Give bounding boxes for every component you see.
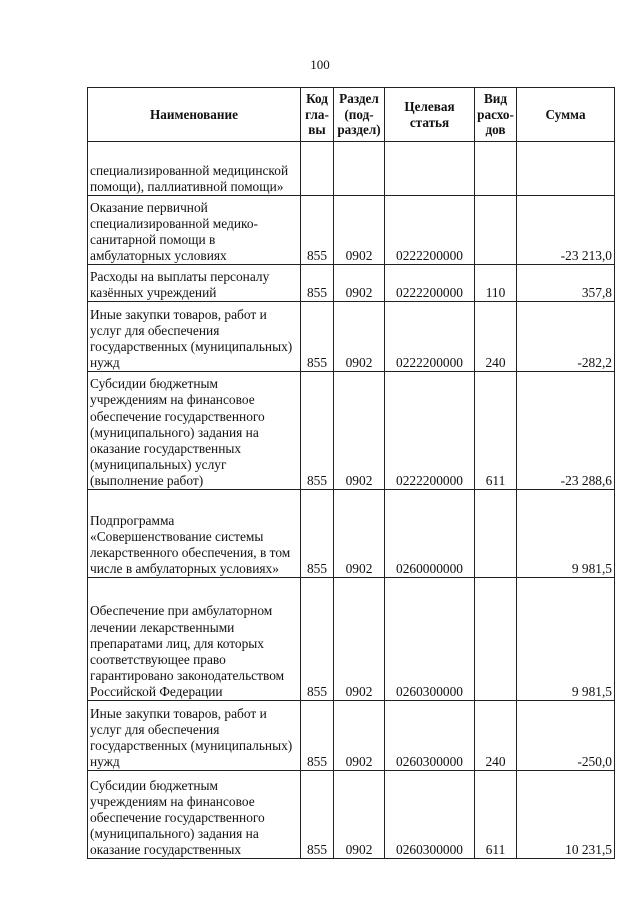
row-expense-type: 110: [475, 265, 517, 302]
row-section: 0902: [334, 265, 385, 302]
row-article: 0222200000: [385, 372, 475, 490]
row-amount: [517, 142, 615, 196]
row-amount: 10 231,5: [517, 771, 615, 859]
row-name: Иные закупки товаров, работ и услуг для обеспечения государственных (муниципальных) нужд: [88, 701, 301, 771]
page-number: 100: [310, 57, 330, 72]
row-amount: -23 288,6: [517, 372, 615, 490]
row-expense-type: [475, 196, 517, 265]
row-expense-type: 240: [475, 302, 517, 372]
row-name: Обеспечение при амбулаторном лечении лекарственными препаратами лиц, для которых соответствующее право гарантировано законодательством Российской Федерации: [88, 578, 301, 701]
row-chapter: 855: [301, 372, 334, 490]
row-chapter: 855: [301, 771, 334, 859]
header-chapter: Код гла- вы: [301, 88, 334, 142]
header-amount: Сумма: [517, 88, 615, 142]
row-article: 0260300000: [385, 578, 475, 701]
row-chapter: 855: [301, 302, 334, 372]
row-expense-type: 240: [475, 701, 517, 771]
row-expense-type: [475, 490, 517, 578]
header-section: Раздел (под- раздел): [334, 88, 385, 142]
row-amount: 9 981,5: [517, 578, 615, 701]
table-header-row: [88, 88, 615, 142]
row-amount: -282,2: [517, 302, 615, 372]
row-section: 0902: [334, 771, 385, 859]
row-section: 0902: [334, 372, 385, 490]
row-article: 0260300000: [385, 701, 475, 771]
row-section: 0902: [334, 578, 385, 701]
row-section: 0902: [334, 196, 385, 265]
row-chapter: 855: [301, 490, 334, 578]
table-row: [88, 372, 615, 490]
row-chapter: 855: [301, 265, 334, 302]
row-section: 0902: [334, 490, 385, 578]
row-amount: -250,0: [517, 701, 615, 771]
row-article: 0222200000: [385, 302, 475, 372]
table-row: [88, 142, 615, 196]
row-expense-type: [475, 142, 517, 196]
row-amount: 9 981,5: [517, 490, 615, 578]
header-name: Наименование: [88, 88, 301, 142]
row-article: 0222200000: [385, 265, 475, 302]
row-amount: -23 213,0: [517, 196, 615, 265]
row-article: 0222200000: [385, 196, 475, 265]
row-name: Расходы на выплаты персоналу казённых учреждений: [88, 265, 301, 302]
row-name: специализированной медицинской помощи), паллиативной помощи»: [88, 142, 301, 196]
table-row: [88, 771, 615, 859]
row-section: 0902: [334, 302, 385, 372]
row-chapter: [301, 142, 334, 196]
table-row: [88, 265, 615, 302]
row-section: [334, 142, 385, 196]
budget-table: [87, 87, 615, 859]
table-row: [88, 701, 615, 771]
row-chapter: 855: [301, 578, 334, 701]
table-row: [88, 578, 615, 701]
row-name: Оказание первичной специализированной медико-санитарной помощи в амбулаторных условиях: [88, 196, 301, 265]
row-article: [385, 142, 475, 196]
header-expense-type: Вид расхо- дов: [475, 88, 517, 142]
table-row: [88, 302, 615, 372]
row-article: 0260300000: [385, 771, 475, 859]
row-name: Субсидии бюджетным учреждениям на финансовое обеспечение государственного (муниципального) задания на оказание государственных: [88, 771, 301, 859]
row-expense-type: 611: [475, 771, 517, 859]
row-chapter: 855: [301, 196, 334, 265]
row-section: 0902: [334, 701, 385, 771]
row-expense-type: 611: [475, 372, 517, 490]
row-name: Подпрограмма «Совершенствование системы лекарственного обеспечения, в том числе в амбулаторных условиях»: [88, 490, 301, 578]
row-article: 0260000000: [385, 490, 475, 578]
header-article: Целевая статья: [385, 88, 475, 142]
row-expense-type: [475, 578, 517, 701]
table-row: [88, 490, 615, 578]
row-name: Субсидии бюджетным учреждениям на финансовое обеспечение государственного (муниципального) задания на оказание государственных (муниципальных) услуг (выполнение работ): [88, 372, 301, 490]
row-name: Иные закупки товаров, работ и услуг для обеспечения государственных (муниципальных) нужд: [88, 302, 301, 372]
row-amount: 357,8: [517, 265, 615, 302]
row-chapter: 855: [301, 701, 334, 771]
table-row: [88, 196, 615, 265]
